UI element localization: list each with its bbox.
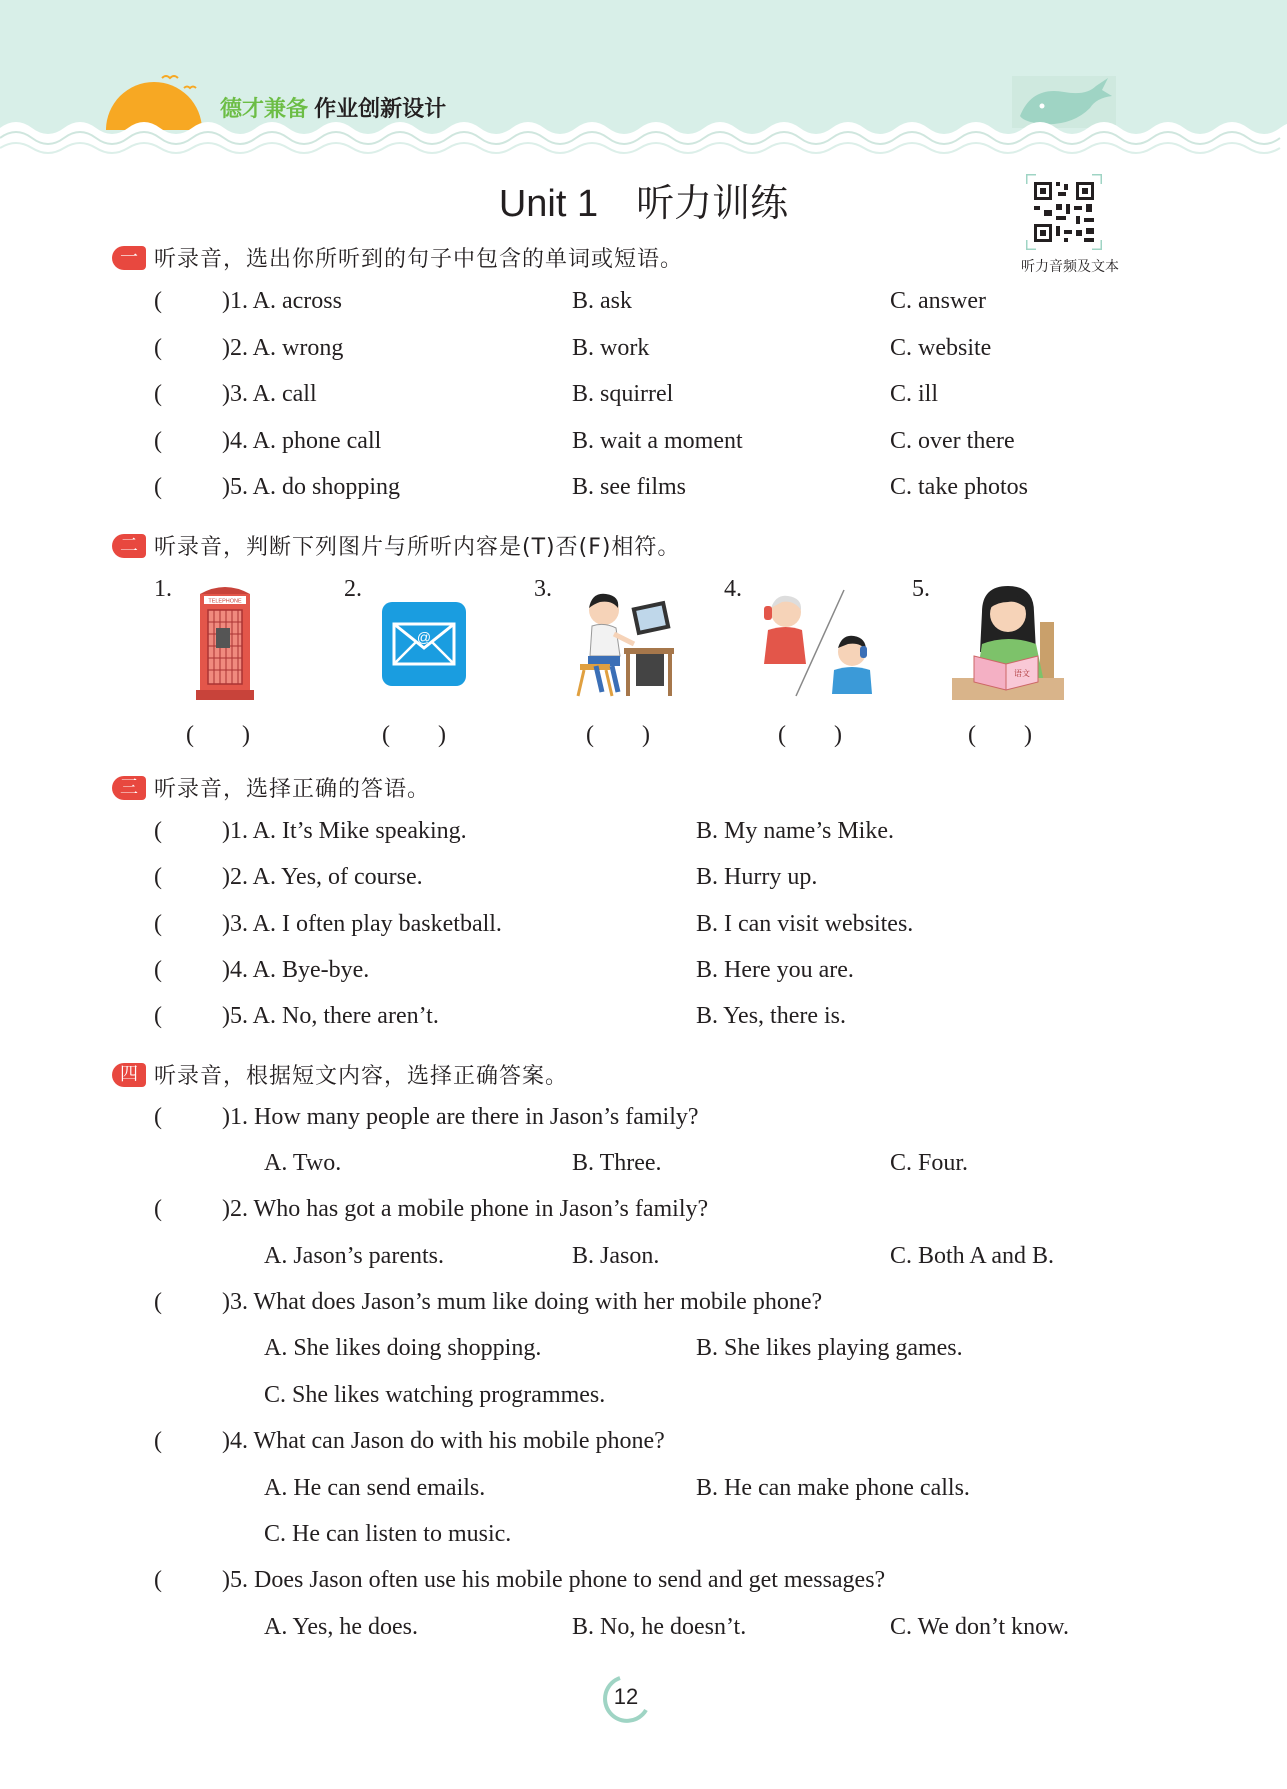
- header-wave: [0, 108, 1287, 168]
- option-b: B. He can make phone calls.: [696, 1475, 970, 1501]
- section-4-heading: [112, 1059, 568, 1089]
- section-2-heading: [112, 530, 680, 560]
- picture-2-answer[interactable]: ( ): [382, 722, 446, 748]
- picture-2-number: 2.: [344, 576, 362, 602]
- answer-paren[interactable]: (: [154, 1196, 162, 1222]
- question-text: )5. Does Jason often use his mobile phone to send and get messages?: [222, 1567, 886, 1593]
- question-text: )4. What can Jason do with his mobile phone?: [222, 1428, 665, 1454]
- picture-5-answer[interactable]: ( ): [968, 722, 1032, 748]
- answer-paren[interactable]: (: [154, 818, 162, 844]
- option-a: )1. A. across: [222, 288, 342, 314]
- option-c: C. Four.: [890, 1150, 969, 1176]
- booth-text: TELEPHONE: [208, 598, 242, 605]
- answer-paren[interactable]: (: [154, 1289, 162, 1315]
- answer-paren[interactable]: (: [154, 1567, 162, 1593]
- boy-at-computer-icon: [574, 584, 682, 698]
- section-1-badge: 一: [112, 246, 146, 270]
- option-b: B. Jason.: [572, 1243, 660, 1269]
- s4-question-1: [0, 1104, 1287, 1138]
- option-b: B. No, he doesn’t.: [572, 1614, 747, 1640]
- s4-question-2: [0, 1196, 1287, 1230]
- option-a: )5. A. No, there aren’t.: [222, 1003, 439, 1029]
- picture-4-answer[interactable]: ( ): [778, 722, 842, 748]
- s4-options-5: [0, 1614, 1287, 1648]
- s3-item-1: [0, 818, 1287, 852]
- s4-options-3c: [0, 1382, 1287, 1416]
- answer-paren[interactable]: (: [154, 1428, 162, 1454]
- option-a: )1. A. It’s Mike speaking.: [222, 818, 467, 844]
- option-a: A. Two.: [264, 1150, 342, 1176]
- s3-item-2: [0, 864, 1287, 898]
- picture-1-number: 1.: [154, 576, 172, 602]
- section-1-heading: [112, 242, 683, 272]
- section-4-badge: 四: [112, 1063, 146, 1087]
- option-b: B. I can visit websites.: [696, 911, 914, 937]
- option-b: B. Hurry up.: [696, 864, 818, 890]
- option-a: A. Jason’s parents.: [264, 1243, 444, 1269]
- qr-label: 听力音频及文本: [1021, 258, 1119, 274]
- question-text: )3. What does Jason’s mum like doing with her mobile phone?: [222, 1289, 823, 1315]
- option-b: B. She likes playing games.: [696, 1335, 963, 1361]
- answer-paren[interactable]: (: [154, 1104, 162, 1130]
- option-a: A. Yes, he does.: [264, 1614, 419, 1640]
- answer-paren[interactable]: (: [154, 428, 162, 454]
- page-number: [600, 1672, 652, 1724]
- s3-item-4: [0, 957, 1287, 991]
- answer-paren[interactable]: (: [154, 1003, 162, 1029]
- section-3-badge: 三: [112, 776, 146, 800]
- option-b: B. My name’s Mike.: [696, 818, 894, 844]
- section-2-badge: 二: [112, 534, 146, 558]
- picture-5-number: 5.: [912, 576, 930, 602]
- section-4-instruction: 听录音，根据短文内容，选择正确答案。: [154, 1064, 569, 1089]
- s4-options-4c: [0, 1521, 1287, 1555]
- option-a: )3. A. call: [222, 381, 317, 407]
- page-header: [0, 0, 1287, 160]
- book-text: 语文: [1014, 669, 1030, 678]
- s4-question-5: [0, 1567, 1287, 1601]
- picture-3-number: 3.: [534, 576, 552, 602]
- section-1-instruction: 听录音，选出你所听到的句子中包含的单词或短语。: [154, 247, 684, 272]
- brand-green: 德才兼备: [220, 96, 309, 121]
- option-a: )4. A. Bye-bye.: [222, 957, 370, 983]
- option-c: C. take photos: [890, 474, 1028, 500]
- section-3-heading: [112, 772, 430, 802]
- s1-item-2: [0, 335, 1287, 369]
- s4-options-2: [0, 1243, 1287, 1277]
- answer-paren[interactable]: (: [154, 381, 162, 407]
- option-a: )2. A. Yes, of course.: [222, 864, 423, 890]
- option-b: B. Yes, there is.: [696, 1003, 847, 1029]
- answer-paren[interactable]: (: [154, 864, 162, 890]
- s4-options-1: [0, 1150, 1287, 1184]
- answer-paren[interactable]: (: [154, 911, 162, 937]
- answer-paren[interactable]: (: [154, 957, 162, 983]
- option-a: A. She likes doing shopping.: [264, 1335, 542, 1361]
- page-title: Unit 1 听力训练: [498, 183, 789, 225]
- option-c: C. She likes watching programmes.: [264, 1382, 606, 1408]
- telephone-booth-icon: [196, 582, 254, 700]
- s1-item-3: [0, 381, 1287, 415]
- option-b: B. ask: [572, 288, 632, 314]
- option-b: B. Here you are.: [696, 957, 854, 983]
- answer-paren[interactable]: (: [154, 474, 162, 500]
- option-c: C. We don’t know.: [890, 1614, 1069, 1640]
- s1-item-1: [0, 288, 1287, 322]
- option-c: C. website: [890, 335, 992, 361]
- s3-item-3: [0, 911, 1287, 945]
- option-c: C. He can listen to music.: [264, 1521, 512, 1547]
- option-c: C. ill: [890, 381, 939, 407]
- s4-options-3: [0, 1335, 1287, 1369]
- option-a: )4. A. phone call: [222, 428, 382, 454]
- phone-call-icon: [756, 586, 880, 698]
- qr-code-icon[interactable]: [1026, 174, 1102, 250]
- s1-item-5: [0, 474, 1287, 508]
- picture-1-answer[interactable]: ( ): [186, 722, 250, 748]
- option-b: B. wait a moment: [572, 428, 743, 454]
- option-b: B. Three.: [572, 1150, 662, 1176]
- option-a: )5. A. do shopping: [222, 474, 401, 500]
- option-a: )3. A. I often play basketball.: [222, 911, 502, 937]
- s4-question-4: [0, 1428, 1287, 1462]
- question-text: )2. Who has got a mobile phone in Jason’s family?: [222, 1196, 709, 1222]
- option-b: B. work: [572, 335, 650, 361]
- s4-question-3: [0, 1289, 1287, 1323]
- option-a: A. He can send emails.: [264, 1475, 486, 1501]
- picture-3-answer[interactable]: ( ): [586, 722, 650, 748]
- option-b: B. squirrel: [572, 381, 674, 407]
- email-icon: [382, 602, 466, 686]
- question-text: )1. How many people are there in Jason’s family?: [222, 1104, 699, 1130]
- at-symbol: @: [416, 629, 432, 645]
- option-c: C. answer: [890, 288, 986, 314]
- answer-paren[interactable]: (: [154, 335, 162, 361]
- option-c: C. Both A and B.: [890, 1243, 1055, 1269]
- brand-dark: 作业创新设计: [314, 96, 447, 121]
- s4-options-4: [0, 1475, 1287, 1509]
- page-number-text: 12: [613, 1684, 639, 1709]
- picture-4-number: 4.: [724, 576, 742, 602]
- option-b: B. see films: [572, 474, 686, 500]
- section-2-instruction: 听录音，判断下列图片与所听内容是(T)否(F)相符。: [154, 535, 681, 560]
- answer-paren[interactable]: (: [154, 288, 162, 314]
- s3-item-5: [0, 1003, 1287, 1037]
- s1-item-4: [0, 428, 1287, 462]
- option-a: )2. A. wrong: [222, 335, 344, 361]
- girl-reading-icon: [952, 582, 1064, 700]
- section-3-instruction: 听录音，选择正确的答语。: [154, 777, 431, 802]
- option-c: C. over there: [890, 428, 1015, 454]
